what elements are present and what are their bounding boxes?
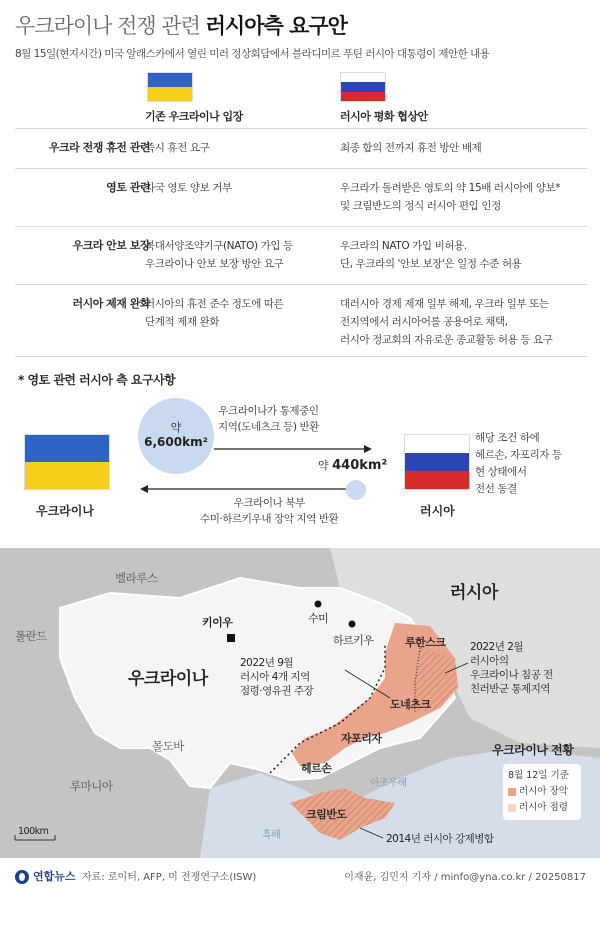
to-russia-note: 우크라이나가 통제중인 지역(도네츠크 등) 반환 bbox=[218, 405, 319, 433]
ukraine-cell: 북대서양조약기구(NATO) 가입 등 우크라이나 안보 보장 방안 요구 bbox=[145, 240, 293, 270]
russia-cell: 우크라가 돌려받은 영토의 약 15배 러시아에 양보* 및 크림반도의 정식 러시아 편입 인정 bbox=[340, 182, 561, 212]
map-label-zaporizhzhia: 자포리자 bbox=[341, 732, 382, 745]
subtitle: 8월 15일(현지시간) 미국 알래스카에서 열린 미러 정상회담에서 블라디미르 푸틴 러시아 대통령이 제안한 내용 bbox=[15, 48, 490, 60]
footer bbox=[0, 858, 600, 938]
map-label-crimea: 크림반도 bbox=[306, 808, 347, 821]
annotation-crimea-2014: 2014년 러시아 강제병합 bbox=[386, 833, 494, 845]
legend-swatch-occupied bbox=[508, 804, 516, 812]
map-label-russia: 러시아 bbox=[450, 583, 498, 603]
map-label-kyiv: 키이우 bbox=[202, 616, 233, 629]
map-label-belarus: 벨라루스 bbox=[115, 571, 158, 585]
kharkiv-marker-icon bbox=[349, 621, 356, 628]
credit-text: 이재윤, 김민지 기자 / minfo@yna.co.kr / 20250817 bbox=[344, 872, 586, 883]
row-label: 우크라 안보 보장 bbox=[72, 239, 150, 252]
legend-title: 우크라이나 전황 bbox=[492, 743, 574, 757]
russia-flag-large-icon bbox=[404, 434, 470, 490]
ukraine-cell: 즉시 휴전 요구 bbox=[145, 142, 210, 154]
small-area-label: 약 440km² bbox=[318, 458, 388, 473]
title-prefix: 우크라이나 전쟁 관련 bbox=[15, 14, 200, 38]
row-label: 러시아 제재 완화 bbox=[72, 297, 150, 310]
small-area-circle bbox=[346, 480, 366, 500]
column-header-ukraine: 기존 우크라이나 입장 bbox=[145, 110, 243, 123]
map-label-ukraine: 우크라이나 bbox=[128, 669, 208, 689]
annotation-sept-2022: 2022년 9월 러시아 4개 지역 점령·영유권 주장 bbox=[240, 657, 314, 697]
ukraine-cell: 자국 영토 양보 거부 bbox=[145, 182, 232, 194]
map-label-romania: 루마니아 bbox=[70, 779, 113, 793]
legend-date: 8월 12일 기준 bbox=[508, 770, 569, 781]
map-label-donetsk: 도네츠크 bbox=[390, 698, 431, 711]
russia-label: 러시아 bbox=[420, 504, 455, 518]
russia-cell: 우크라의 NATO 가입 비허용. 단, 우크라의 '안보 보장'은 일정 수준 허용 bbox=[340, 240, 522, 270]
title-main: 러시아측 요구안 bbox=[205, 14, 347, 38]
row-label: 영토 관련 bbox=[106, 181, 150, 194]
column-header-russia: 러시아 평화 협상안 bbox=[340, 110, 428, 123]
kyiv-marker-icon bbox=[227, 634, 235, 642]
ukraine-flag-large-icon bbox=[24, 434, 110, 490]
ukraine-cell: 러시아의 휴전 준수 정도에 따른 단계적 제재 완화 bbox=[145, 298, 284, 328]
map-label-azov-sea: 아조우해 bbox=[370, 778, 407, 789]
map-label-moldova: 몰도바 bbox=[152, 739, 184, 753]
map-scale-label: 100km bbox=[18, 826, 49, 837]
annotation-feb-2022: 2022년 2월 러시아의 우크라이나 침공 전 친러반군 통제지역 bbox=[470, 641, 553, 695]
legend-item-occupied: 러시아 점령 bbox=[508, 800, 576, 816]
yonhap-logo-icon bbox=[15, 870, 29, 884]
russia-cell: 최종 합의 전까지 휴전 방안 배제 bbox=[340, 142, 482, 154]
map-label-poland: 폴란드 bbox=[15, 629, 47, 643]
map-label-kharkiv: 하르키우 bbox=[333, 634, 374, 647]
arrow-right-icon bbox=[364, 445, 372, 453]
map-label-black-sea: 흑해 bbox=[262, 830, 281, 841]
map-label-kherson: 헤르손 bbox=[301, 762, 332, 775]
sumy-marker-icon bbox=[315, 601, 322, 608]
source-text: 자료: 로이터, AFP, 미 전쟁연구소(ISW) bbox=[82, 872, 257, 883]
row-label: 우크라 전쟁 휴전 관련 bbox=[48, 141, 150, 154]
map-label-sumy: 수미 bbox=[308, 612, 329, 625]
large-area-label: 약 6,600km² bbox=[144, 421, 208, 449]
map-legend bbox=[503, 764, 581, 820]
ukraine-label: 우크라이나 bbox=[36, 504, 94, 518]
russia-cell: 대러시아 경제 제재 일부 해제, 우크라 일부 또는 전지역에서 러시아어를 공용어로 채택, 러시아 정교회의 자유로운 종교활동 허용 등 요구 bbox=[340, 298, 553, 346]
legend-item-controlled: 러시아 장악 bbox=[508, 784, 576, 800]
territory-section-title: * 영토 관련 러시아 측 요구사항 bbox=[18, 373, 176, 387]
yonhap-logo: 연합뉴스 bbox=[15, 868, 76, 884]
map-label-luhansk: 루한스크 bbox=[405, 636, 446, 649]
legend-swatch-controlled bbox=[508, 788, 516, 796]
to-ukraine-note: 우크라이나 북부 수미·하르키우내 장악 지역 반환 bbox=[200, 497, 339, 525]
arrow-left-icon bbox=[140, 485, 148, 493]
frontline-freeze-note: 해당 조건 하에 헤르손, 자포리자 등 현 상태에서 전선 동결 bbox=[475, 432, 562, 495]
